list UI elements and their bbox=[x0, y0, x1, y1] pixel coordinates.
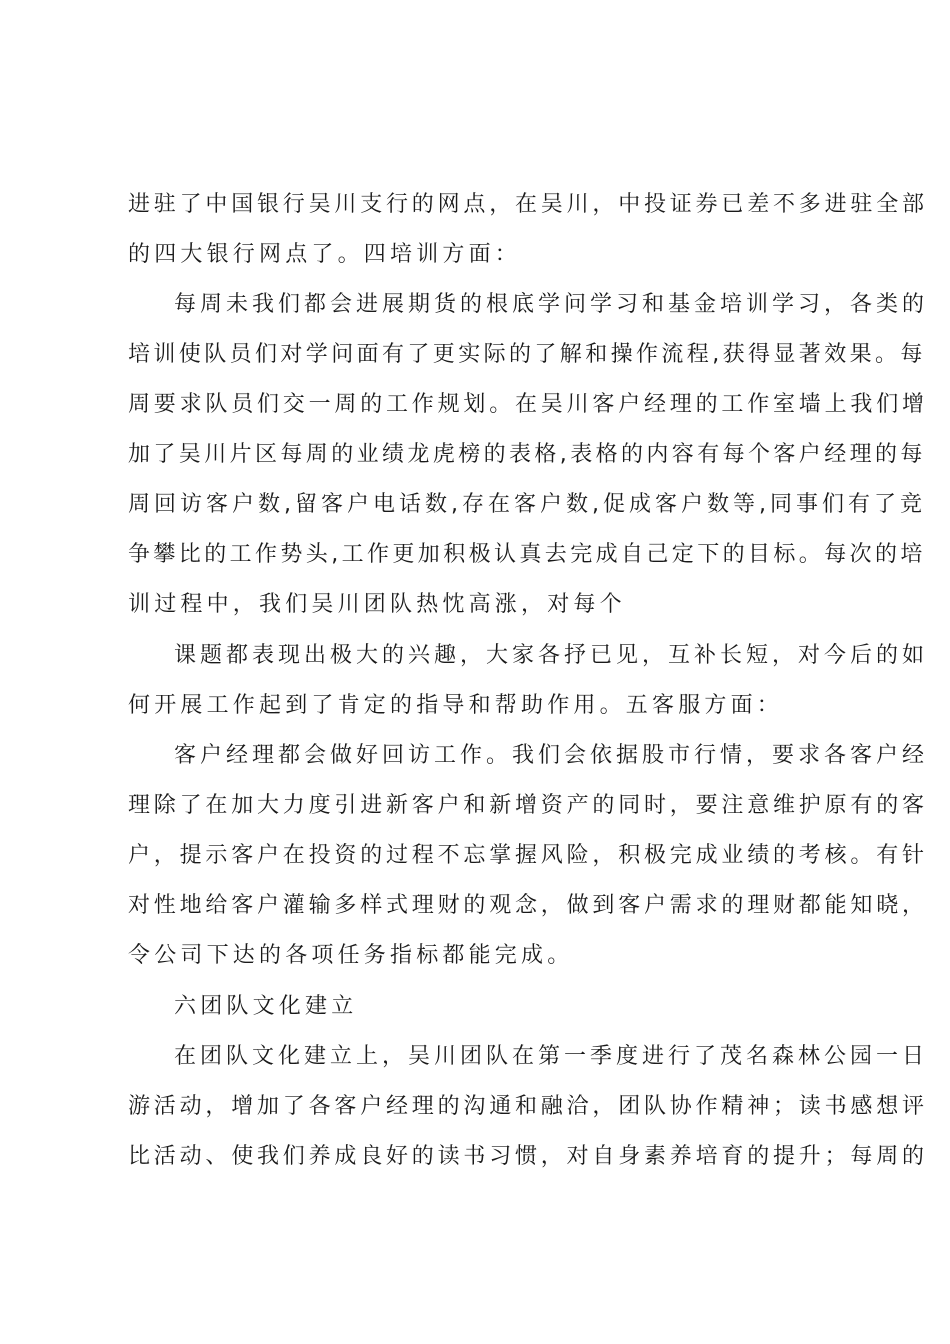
text-line: 比活动、使我们养成良好的读书习惯，对自身素养培育的提升；每周的 bbox=[128, 1144, 928, 1169]
text-line: 令公司下达的各项任务指标都能完成。 bbox=[128, 943, 574, 968]
paragraph-start-line: 每周未我们都会进展期货的根底学问学习和基金培训学习，各类的 bbox=[174, 292, 929, 317]
section-heading: 六团队文化建立 bbox=[174, 994, 358, 1019]
text-line: 理除了在加大力度引进新客户和新增资产的同时，要注意维护原有的客 bbox=[128, 793, 928, 818]
text-line: 何开展工作起到了肯定的指导和帮助作用。五客服方面： bbox=[128, 693, 784, 718]
text-line: 游活动，增加了各客户经理的沟通和融洽，团队协作精神；读书感想评 bbox=[128, 1094, 928, 1119]
text-line: 加了吴川片区每周的业绩龙虎榜的表格,表格的内容有每个客户经理的每 bbox=[128, 442, 926, 467]
paragraph-start-line: 在团队文化建立上，吴川团队在第一季度进行了茂名森林公园一日 bbox=[174, 1044, 929, 1069]
text-line: 培训使队员们对学问面有了更实际的了解和操作流程,获得显著效果。每 bbox=[128, 342, 926, 367]
text-line: 对性地给客户灌输多样式理财的观念，做到客户需求的理财都能知晓， bbox=[128, 893, 928, 918]
text-line: 争攀比的工作势头,工作更加积极认真去完成自己定下的目标。每次的培 bbox=[128, 542, 926, 567]
paragraph-start-line: 客户经理都会做好回访工作。我们会依据股市行情，要求各客户经 bbox=[174, 743, 929, 768]
paragraph-start-line: 课题都表现出极大的兴趣，大家各抒已见，互补长短，对今后的如 bbox=[174, 643, 929, 668]
text-line: 户，提示客户在投资的过程不忘掌握风险，积极完成业绩的考核。有针 bbox=[128, 843, 928, 868]
text-line: 的四大银行网点了。四培训方面： bbox=[128, 242, 522, 267]
text-line: 周回访客户数,留客户电话数,存在客户数,促成客户数等,同事们有了竞 bbox=[128, 492, 926, 517]
text-line: 进驻了中国银行吴川支行的网点，在吴川，中投证券已差不多进驻全部 bbox=[128, 192, 928, 217]
text-line: 训过程中，我们吴川团队热忱高涨，对每个 bbox=[128, 592, 626, 617]
text-line: 周要求队员们交一周的工作规划。在吴川客户经理的工作室墙上我们增 bbox=[128, 392, 928, 417]
